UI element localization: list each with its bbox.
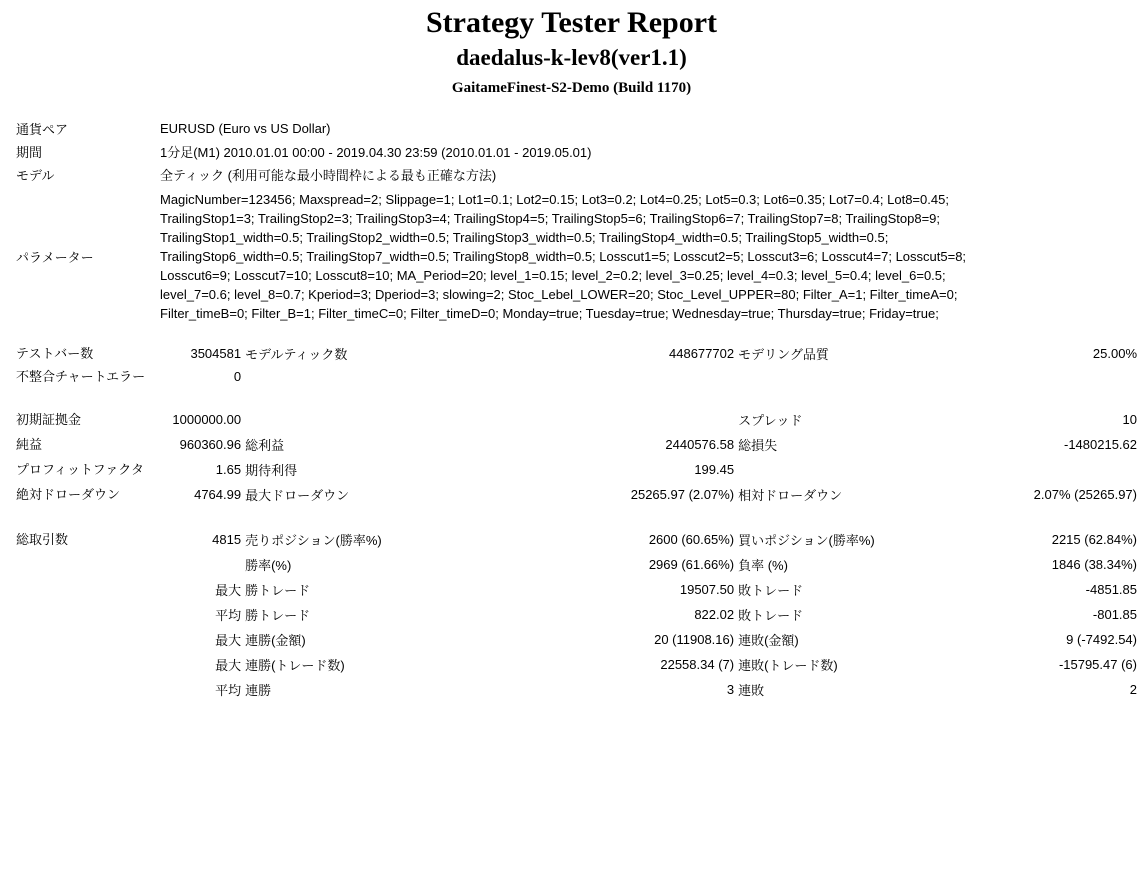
row-label-2: 売りポジション(勝率%) (245, 533, 382, 548)
row-value-1: 1.65 (215, 462, 242, 477)
row-value-1: 平均 (215, 608, 242, 623)
row-label-2: 連勝(トレード数) (245, 658, 345, 673)
row-value-3: -4851.85 (1085, 582, 1137, 597)
row-label-2: モデルティック数 (245, 347, 348, 362)
row-label-2: 最大ドローダウン (245, 488, 350, 503)
row-label-1 (14, 627, 147, 652)
row-value-1: 最大 (215, 658, 242, 673)
row-spacer (14, 387, 1139, 407)
parameters-line: TrailingStop6_width=0.5; TrailingStop7_width=0.5; TrailingStop8_width=0.5; Losscut1=5; Losscut2=5; Losscut3=6; Losscut4=7; Losscut5=8; (160, 249, 967, 264)
symbol-value: EURUSD (Euro vs US Dollar) (160, 121, 331, 136)
parameters-line: MagicNumber=123456; Maxspread=2; Slippage=1; Lot1=0.1; Lot2=0.15; Lot3=0.2; Lot4=0.25; Lot5=0.3; Lot6=0.35; Lot7=0.4; Lot8=0.45; (160, 192, 949, 207)
row-value-3: 25.00% (1092, 346, 1137, 361)
row-label-3: 連敗(トレード数) (738, 658, 838, 673)
row-value-2: 2440576.58 (665, 437, 735, 452)
row-label-1: 初期証拠金 (16, 412, 82, 427)
row-value-3 (970, 366, 1139, 387)
server-build: GaitameFinest-S2-Demo (Build 1170) (451, 80, 692, 96)
period-label: 期間 (16, 145, 43, 160)
parameters-line: TrailingStop1_width=0.5; TrailingStop2_width=0.5; TrailingStop3_width=0.5; TrailingStop4_width=0.5; TrailingStop5_width=0.5; (160, 230, 889, 245)
row-value-1: 1000000.00 (172, 412, 242, 427)
row-label-2 (243, 407, 547, 432)
row-label-1 (14, 677, 147, 702)
row-label-1: テストバー数 (16, 346, 94, 361)
row-label-3: 敗トレード (738, 608, 804, 623)
model-label: モデル (16, 168, 55, 183)
statistics-table (14, 341, 1139, 702)
table-row (14, 432, 1139, 457)
row-label-1: プロフィットファクタ (16, 462, 145, 477)
row-label-2: 連勝 (245, 683, 272, 698)
row-label-1 (14, 552, 147, 577)
row-label-3: 買いポジション(勝率%) (738, 533, 875, 548)
page-title: Strategy Tester Report (425, 6, 718, 39)
row-label-1: 総取引数 (16, 532, 69, 547)
row-value-3: -801.85 (1092, 607, 1137, 622)
period-value: 1分足(M1) 2010.01.01 00:00 - 2019.04.30 23:59 (2010.01.01 - 2019.05.01) (160, 145, 592, 160)
row-value-2: 199.45 (694, 462, 735, 477)
row-value-2: 20 (11908.16) (654, 632, 735, 647)
row-spacer (14, 507, 1139, 527)
row-value-2: 3 (726, 682, 735, 697)
table-row (14, 577, 1139, 602)
row-value-3: -1480215.62 (1063, 437, 1137, 452)
row-label-2: 勝トレード (245, 583, 311, 598)
row-value-2 (547, 407, 736, 432)
row-label-3: スプレッド (738, 413, 803, 428)
table-row (14, 677, 1139, 702)
row-value-1: 最大 (215, 583, 242, 598)
row-value-1: 平均 (215, 683, 242, 698)
row-label-1: 絶対ドローダウン (16, 487, 121, 502)
row-value-1 (147, 552, 243, 577)
row-value-2: 822.02 (694, 607, 735, 622)
info-row-period (14, 140, 1139, 163)
row-value-1: 4764.99 (194, 487, 242, 502)
table-row (14, 627, 1139, 652)
row-label-2: 勝トレード (245, 608, 311, 623)
row-value-2 (547, 366, 736, 387)
row-label-3: 連敗(金額) (738, 633, 799, 648)
row-value-2: 2600 (60.65%) (648, 532, 735, 547)
expert-name: daedalus-k-lev8(ver1.1) (456, 45, 687, 70)
row-label-3: 敗トレード (738, 583, 804, 598)
row-value-2: 448677702 (669, 346, 735, 361)
row-label-1: 純益 (16, 437, 43, 452)
table-row (14, 482, 1139, 507)
table-row (14, 366, 1139, 387)
row-value-3 (970, 457, 1139, 482)
row-value-3: 2215 (62.84%) (1051, 532, 1137, 547)
row-label-2: 期待利得 (245, 463, 298, 478)
info-row-parameters (14, 186, 1139, 327)
row-label-3: モデリング品質 (738, 347, 829, 362)
row-label-1 (14, 577, 147, 602)
table-row (14, 527, 1139, 552)
table-row (14, 457, 1139, 482)
row-label-3: 総損失 (738, 438, 778, 453)
row-value-1: 0 (233, 369, 242, 384)
row-value-1: 960360.96 (179, 437, 242, 452)
row-value-3: -15795.47 (6) (1058, 657, 1137, 672)
table-row (14, 552, 1139, 577)
row-label-1 (14, 602, 147, 627)
symbol-label: 通貨ペア (16, 122, 69, 137)
row-value-1: 最大 (215, 633, 242, 648)
row-label-2: 総利益 (245, 438, 285, 453)
info-table (14, 117, 1139, 327)
row-label-1 (14, 652, 147, 677)
row-label-2: 連勝(金額) (245, 633, 306, 648)
row-value-2: 25265.97 (2.07%) (630, 487, 735, 502)
row-label-3: 連敗 (738, 683, 765, 698)
row-value-2: 19507.50 (679, 582, 735, 597)
row-label-3 (736, 457, 970, 482)
report-header (0, 0, 1143, 99)
row-label-3: 負率 (%) (738, 558, 788, 573)
table-row (14, 341, 1139, 366)
parameters-line: Filter_timeB=0; Filter_B=1; Filter_timeC=0; Filter_timeD=0; Monday=true; Tuesday=true; Wednesday=true; Thursday=true; Friday=true; (160, 306, 939, 321)
parameters-value (158, 186, 1139, 327)
row-value-2: 2969 (61.66%) (648, 557, 735, 572)
info-row-symbol (14, 117, 1139, 140)
row-label-3 (736, 366, 970, 387)
table-row (14, 652, 1139, 677)
table-row (14, 602, 1139, 627)
row-value-3: 10 (1122, 412, 1137, 427)
row-label-1: 不整合チャートエラー (16, 369, 146, 384)
row-value-1: 4815 (212, 532, 242, 547)
parameters-line: level_7=0.6; level_8=0.7; Kperiod=3; Dperiod=3; slowing=2; Stoc_Lebel_LOWER=20; Stoc_Level_UPPER=80; Filter_A=1; Filter_timeA=0; (160, 287, 958, 302)
row-value-3: 9 (-7492.54) (1066, 632, 1137, 647)
row-value-2: 22558.34 (7) (660, 657, 735, 672)
row-value-3: 2 (1129, 682, 1137, 697)
row-label-2 (243, 366, 547, 387)
row-label-2: 勝率(%) (245, 558, 292, 573)
row-label-3: 相対ドローダウン (738, 488, 843, 503)
parameters-line: TrailingStop1=3; TrailingStop2=3; TrailingStop3=4; TrailingStop4=5; TrailingStop5=6; TrailingStop6=7; TrailingStop7=8; TrailingStop8=9; (160, 211, 941, 226)
info-row-model (14, 163, 1139, 186)
row-value-3: 2.07% (25265.97) (1033, 487, 1137, 502)
model-value: 全ティック (利用可能な最小時間枠による最も正確な方法) (160, 168, 497, 183)
row-value-1: 3504581 (190, 346, 242, 361)
row-value-3: 1846 (38.34%) (1051, 557, 1137, 572)
parameters-label: パラメーター (16, 250, 94, 265)
parameters-line: Losscut6=9; Losscut7=10; Losscut8=10; MA_Period=20; level_1=0.15; level_2=0.2; level_3=0.25; level_4=0.3; level_5=0.4; level_6=0.5; (160, 268, 946, 283)
table-row (14, 407, 1139, 432)
